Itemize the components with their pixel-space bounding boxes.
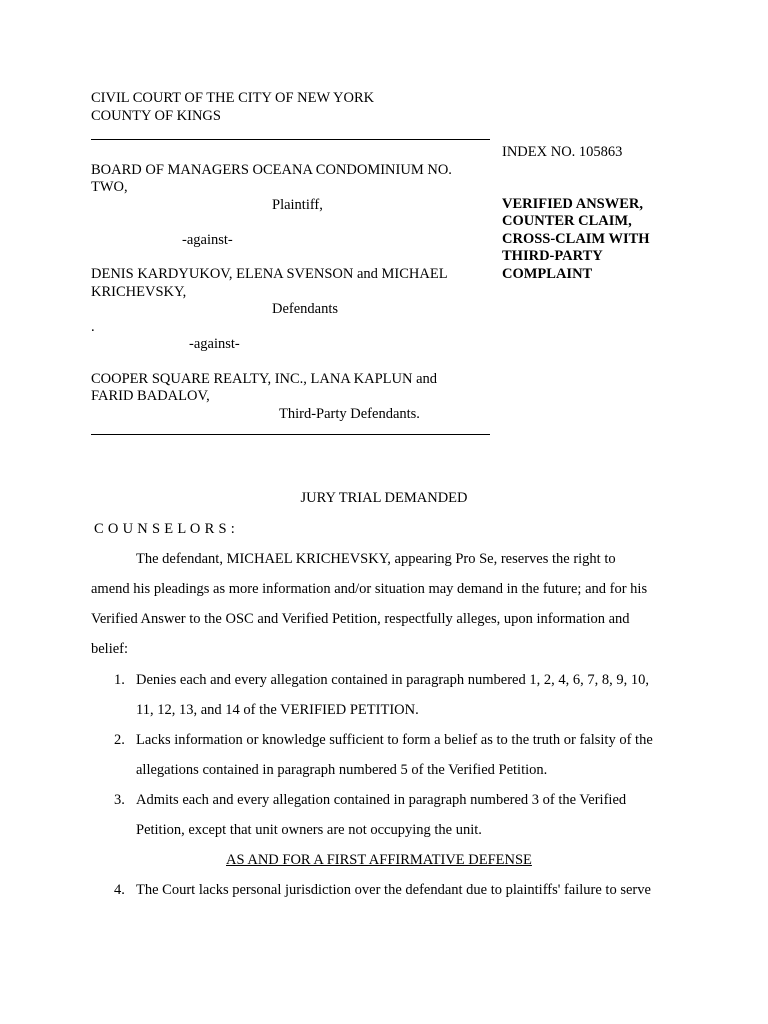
item3-line2: Petition, except that unit owners are not occupying the unit. bbox=[136, 822, 482, 838]
doc-title-line2: COUNTER CLAIM, bbox=[502, 213, 632, 229]
intro-line2: amend his pleadings as more information and/or situation may demand in the future; and for his bbox=[91, 581, 648, 597]
item1-line2: 11, 12, 13, and 14 of the VERIFIED PETITION. bbox=[136, 702, 419, 718]
jury-demand: JURY TRIAL DEMANDED bbox=[300, 490, 468, 506]
defendants-name-line2: KRICHEVSKY, bbox=[91, 284, 187, 300]
defendants-role: Defendants bbox=[272, 301, 339, 317]
counselors-heading: C O U N S E L O R S : bbox=[94, 521, 236, 537]
item1-number: 1. bbox=[114, 672, 125, 688]
doc-title-line1: VERIFIED ANSWER, bbox=[502, 196, 643, 212]
doc-title-line3: CROSS-CLAIM WITH bbox=[502, 231, 650, 247]
defendants-name-line1: DENIS KARDYUKOV, ELENA SVENSON and MICHAEL bbox=[91, 266, 448, 282]
caption-top-rule bbox=[91, 139, 490, 140]
first-affirmative-defense-heading: AS AND FOR A FIRST AFFIRMATIVE DEFENSE bbox=[226, 852, 532, 868]
caption-bottom-rule bbox=[91, 434, 490, 435]
doc-title-line5: COMPLAINT bbox=[502, 266, 593, 282]
item3-number: 3. bbox=[114, 792, 125, 808]
item2-line2: allegations contained in paragraph numbered 5 of the Verified Petition. bbox=[136, 762, 548, 778]
item4-number: 4. bbox=[114, 882, 125, 898]
county-name: COUNTY OF KINGS bbox=[91, 108, 221, 124]
plaintiff-role: Plaintiff, bbox=[272, 197, 323, 213]
item1-line1: Denies each and every allegation contained in paragraph numbered 1, 2, 4, 6, 7, 8, 9, 10, bbox=[136, 672, 649, 688]
intro-line3: Verified Answer to the OSC and Verified Petition, respectfully alleges, upon information and bbox=[91, 611, 630, 627]
third-party-name-line2: FARID BADALOV, bbox=[91, 388, 210, 404]
plaintiff-name-line1: BOARD OF MANAGERS OCEANA CONDOMINIUM NO. bbox=[91, 162, 452, 178]
item2-number: 2. bbox=[114, 732, 125, 748]
item2-line1: Lacks information or knowledge sufficient to form a belief as to the truth or falsity of the bbox=[136, 732, 653, 748]
doc-title-line4: THIRD-PARTY bbox=[502, 248, 603, 264]
court-name: CIVIL COURT OF THE CITY OF NEW YORK bbox=[91, 90, 375, 106]
against-first: -against- bbox=[182, 232, 233, 248]
third-party-name-line1: COOPER SQUARE REALTY, INC., LANA KAPLUN and bbox=[91, 371, 438, 387]
third-party-role: Third-Party Defendants. bbox=[279, 406, 420, 422]
item4-line1: The Court lacks personal jurisdiction over the defendant due to plaintiffs' failure to serve bbox=[136, 882, 651, 898]
against-second: -against- bbox=[189, 336, 240, 352]
stray-dot: . bbox=[91, 319, 95, 335]
item3-line1: Admits each and every allegation contained in paragraph numbered 3 of the Verified bbox=[136, 792, 627, 808]
intro-line1: The defendant, MICHAEL KRICHEVSKY, appearing Pro Se, reserves the right to bbox=[136, 551, 616, 567]
intro-line4: belief: bbox=[91, 641, 129, 657]
plaintiff-name-line2: TWO, bbox=[91, 179, 128, 195]
index-number: INDEX NO. 105863 bbox=[502, 144, 623, 160]
